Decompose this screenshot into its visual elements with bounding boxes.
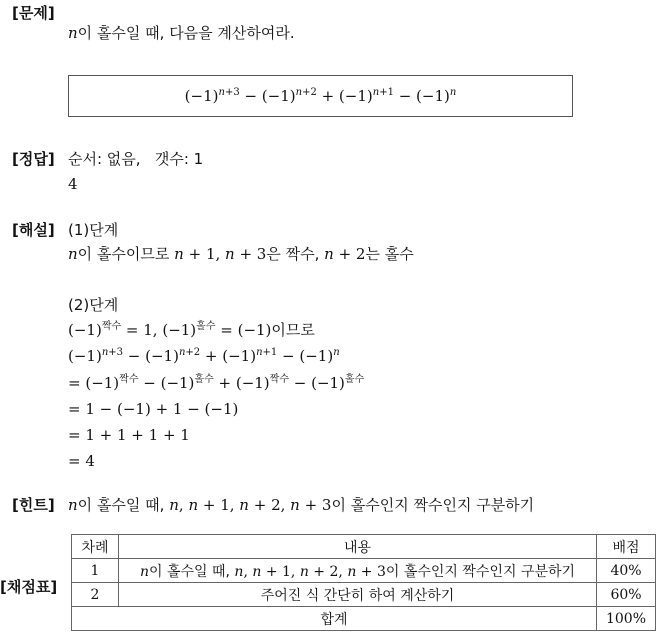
row-score: 40% [597,559,656,583]
hint-text: n이 홀수일 때, n, n + 1, n + 2, n + 3이 홀수인지 짝수인지 구분하기 [68,496,535,514]
answer-heading: [정답] [12,150,55,168]
table-row [72,559,656,583]
row-num: 2 [72,583,119,607]
step1-title: (1)단계 [68,221,119,239]
header-score: 배점 [597,535,656,559]
row-content: n이 홀수일 때, n, n + 1, n + 2, n + 3이 홀수인지 짝수인지 구분하기 [119,559,597,583]
problem-text: 이 홀수일 때, 다음을 계산하여라. [77,24,295,42]
total-score: 100% [597,607,656,631]
answer-value: 4 [68,175,78,193]
count-label: 갯수: 1 [154,150,204,168]
table-row [72,583,656,607]
answer-meta [68,149,203,169]
step2-title: (2)단계 [68,296,119,314]
solution-heading: [해설] [12,221,55,239]
row-score: 60% [597,583,656,607]
solution-line-4: = 1 − (−1) + 1 − (−1) [68,400,239,418]
order-label: 순서: 없음, [68,150,141,168]
row-content: 주어진 식 간단히 하여 계산하기 [119,583,597,607]
table-total-row [72,607,656,631]
var-n: n [68,24,78,42]
hint-heading: [힌트] [12,496,55,514]
expression: $(-1)^{n+3} - (-1)^{n+2} + (-1)^{n+1} - (-1)^n$ [184,87,457,105]
solution-line-2: $(-1)^{n+3} - (-1)^{n+2} + (-1)^{n+1} - (-1)^n$ [68,347,340,365]
solution-line-5: = 1 + 1 + 1 + 1 [68,426,190,444]
problem-statement [68,23,295,43]
problem-heading: [문제] [12,4,55,22]
total-label: 합계 [72,607,597,631]
header-content: 내용 [119,535,597,559]
header-order: 차례 [72,535,119,559]
solution-line-1: $(-1)^{짝수} = 1$, $(-1)^{홀수} = (-1)$이므로 [68,321,315,339]
solution-line-6: = 4 [68,452,95,470]
expression-box [68,75,573,117]
table-header-row [72,535,656,559]
row-num: 1 [72,559,119,583]
scoring-table [71,534,656,631]
step1-text: n이 홀수이므로 n + 1, n + 3은 짝수, n + 2는 홀수 [68,245,414,263]
scoring-heading: [채점표] [0,578,58,596]
solution-line-3: = $(-1)^{짝수} - (-1)^{홀수} + (-1)^{짝수} - (-1)^{홀수}$ [68,374,365,392]
